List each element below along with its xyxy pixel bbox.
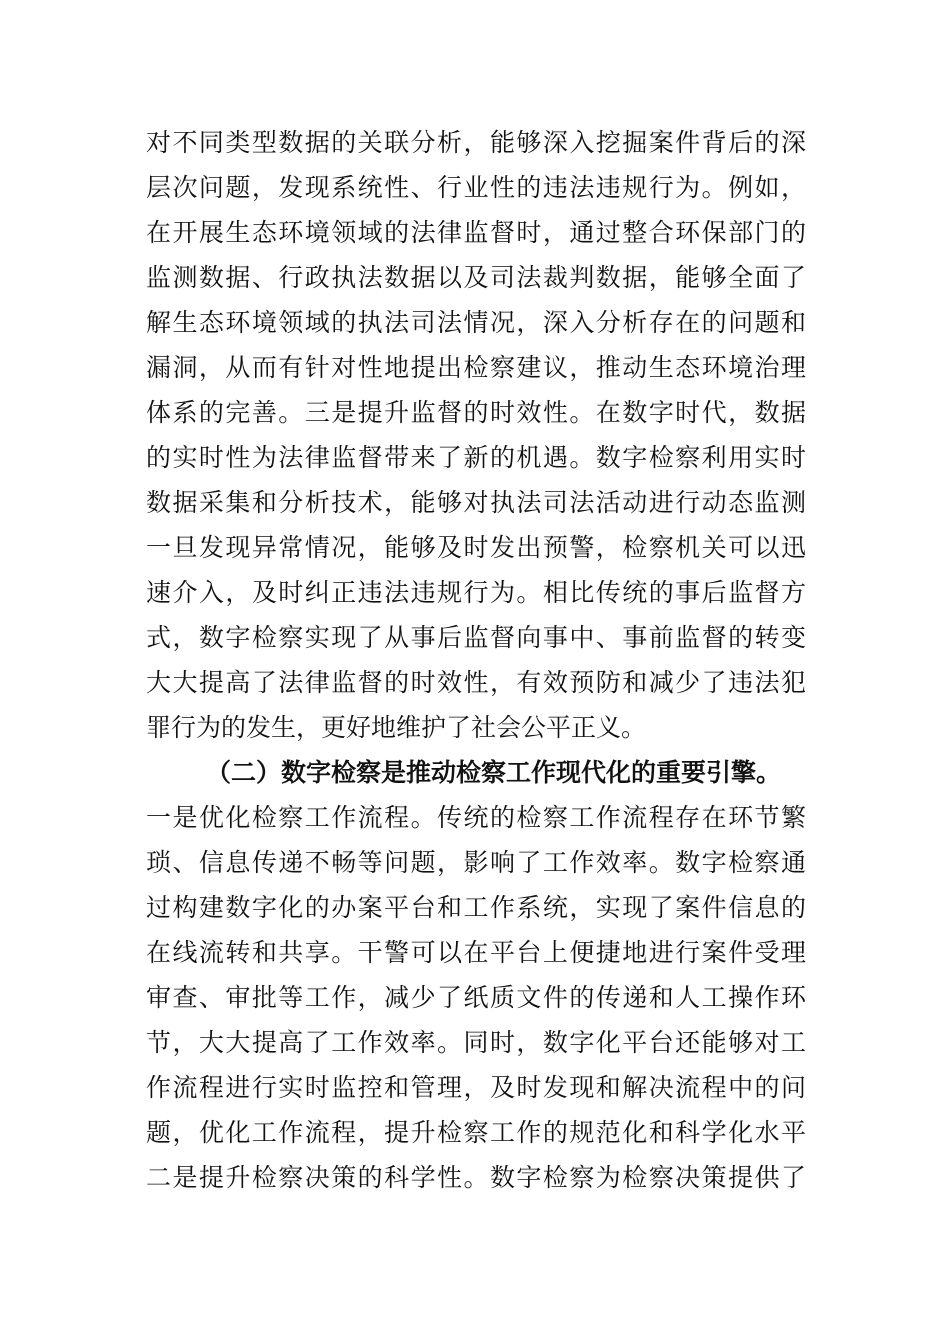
text-line: 作流程进行实时监控和管理，及时发现和解决流程中的问 <box>146 1073 806 1102</box>
text-line: 审查、审批等工作，减少了纸质文件的传递和人工操作环 <box>146 983 806 1012</box>
text-line: 的实时性为法律监督带来了新的机遇。数字检察利用实时 <box>146 443 806 472</box>
text-line: 体系的完善。三是提升监督的时效性。在数字时代，数据 <box>146 398 806 427</box>
text-line: 琐、信息传递不畅等问题，影响了工作效率。数字检察通 <box>146 848 806 877</box>
text-line: 题，优化工作流程，提升检察工作的规范化和科学化水平 <box>146 1118 806 1147</box>
paragraph-2 <box>146 750 806 1200</box>
text-line: 监测数据、行政执法数据以及司法裁判数据，能够全面了 <box>146 263 806 292</box>
text-line: 罪行为的发生，更好地维护了社会公平正义。 <box>146 713 647 742</box>
text-line: 层次问题，发现系统性、行业性的违法违规行为。例如， <box>146 173 806 202</box>
section-heading: （二）数字检察是推动检察工作现代化的重要引擎。 <box>206 758 782 787</box>
body-text <box>146 120 806 1200</box>
text-line: 一旦发现异常情况，能够及时发出预警，检察机关可以迅 <box>146 533 806 562</box>
paragraph-1 <box>146 120 806 750</box>
text-line: 在线流转和共享。干警可以在平台上便捷地进行案件受理 <box>146 938 806 967</box>
text-line: 二是提升检察决策的科学性。数字检察为检察决策提供了 <box>146 1163 806 1192</box>
text-line: 在开展生态环境领域的法律监督时，通过整合环保部门的 <box>146 218 806 247</box>
text-line: 式，数字检察实现了从事后监督向事中、事前监督的转变 <box>146 623 806 652</box>
text-line: 过构建数字化的办案平台和工作系统，实现了案件信息的 <box>146 893 806 922</box>
text-line: 数据采集和分析技术，能够对执法司法活动进行动态监测 <box>146 488 806 517</box>
text-line: 解生态环境领域的执法司法情况，深入分析存在的问题和 <box>146 308 806 337</box>
text-line: 对不同类型数据的关联分析，能够深入挖掘案件背后的深 <box>146 128 806 157</box>
text-line: 节，大大提高了工作效率。同时，数字化平台还能够对工 <box>146 1028 806 1057</box>
text-line: 一是优化检察工作流程。传统的检察工作流程存在环节繁 <box>146 803 806 832</box>
text-line: 速介入，及时纠正违法违规行为。相比传统的事后监督方 <box>146 578 806 607</box>
text-line: 漏洞，从而有针对性地提出检察建议，推动生态环境治理 <box>146 353 806 382</box>
text-line: 大大提高了法律监督的时效性，有效预防和减少了违法犯 <box>146 668 806 697</box>
